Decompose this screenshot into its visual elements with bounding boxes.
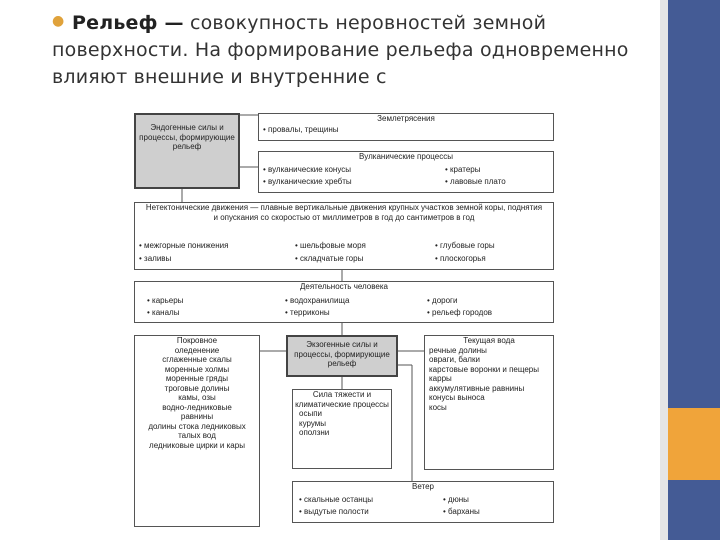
definition: совокупность неровностей земной поверхности. На формирование рельефа одновременно влияют внешние и внутренние с bbox=[52, 12, 629, 88]
glaciation-item: троговые долины bbox=[164, 383, 230, 393]
gravity-title: Сила тяжести и климатические процессы bbox=[295, 390, 389, 409]
human-item: • терриконы bbox=[285, 308, 330, 318]
wind-item: • выдутые полости bbox=[299, 507, 369, 517]
glaciation-title: Покровное оледенение bbox=[174, 336, 220, 355]
endogenous-label: Эндогенные силы и процессы, формирующие рельеф bbox=[139, 123, 235, 151]
nontectonic-item: • складчатые горы bbox=[295, 254, 363, 264]
volcanic-item: • вулканические хребты bbox=[263, 177, 352, 187]
glaciation-item: сглаженные скалы bbox=[162, 355, 232, 364]
nontectonic-item: • плоскогорья bbox=[435, 254, 486, 264]
nontectonic-item: • глубовые горы bbox=[435, 241, 495, 251]
wind-item: • барханы bbox=[443, 507, 480, 517]
glaciation-box bbox=[134, 335, 260, 527]
endogenous-box bbox=[134, 113, 240, 189]
wind-item: • дюны bbox=[443, 495, 469, 505]
gravity-item: курумы bbox=[299, 418, 327, 428]
wind-title: Ветер bbox=[412, 482, 434, 491]
water-title: Текущая вода bbox=[463, 336, 515, 345]
nontectonic-box bbox=[134, 202, 554, 270]
human-item: • рельеф городов bbox=[427, 308, 492, 318]
exogenous-label: Экзогенные силы и процессы, формирующие рельеф bbox=[294, 340, 390, 368]
nontectonic-item: • заливы bbox=[139, 254, 171, 264]
glaciation-item: водно-ледниковые равнины bbox=[162, 402, 232, 421]
glaciation-item: камы, озы bbox=[178, 393, 216, 402]
volcanic-box bbox=[258, 151, 554, 193]
gravity-item: осыпи bbox=[299, 409, 322, 418]
bullet-icon: ● bbox=[52, 13, 65, 29]
human-box bbox=[134, 281, 554, 323]
water-item: овраги, балки bbox=[429, 355, 480, 364]
term: Рельеф — bbox=[72, 12, 184, 34]
water-item: карстовые воронки и пещеры bbox=[429, 364, 539, 374]
gravity-item: оползни bbox=[299, 428, 330, 437]
volcanic-item: • лавовые плато bbox=[445, 177, 506, 187]
water-item: конусы выноса bbox=[429, 393, 485, 402]
glaciation-item: моренные холмы bbox=[164, 364, 230, 374]
human-item: • дороги bbox=[427, 296, 457, 306]
water-item: аккумулятивные равнины bbox=[429, 383, 525, 393]
earthquakes-box bbox=[258, 113, 554, 141]
glaciation-item: моренные гряды bbox=[165, 374, 229, 383]
water-item: карры bbox=[429, 374, 452, 383]
wind-item: • скальные останцы bbox=[299, 495, 373, 505]
relief-diagram bbox=[82, 95, 600, 535]
slide-paragraph bbox=[52, 10, 652, 91]
volcanic-item: • кратеры bbox=[445, 165, 480, 175]
human-item: • каналы bbox=[147, 308, 179, 318]
side-decor-orange bbox=[668, 408, 720, 480]
glaciation-item: ледниковые цирки и кары bbox=[149, 440, 245, 450]
human-item: • водохранилища bbox=[285, 296, 349, 306]
water-item: косы bbox=[429, 402, 447, 412]
human-item: • карьеры bbox=[147, 296, 183, 306]
nontectonic-item: • межгорные понижения bbox=[139, 241, 228, 251]
glaciation-list bbox=[135, 355, 259, 450]
nontectonic-title: Нетектонические движения — плавные вертикальные движения крупных участков земной коры, поднятия и опускания со скоростью от миллиметров в год до сантиметров в год bbox=[145, 203, 543, 222]
earthquakes-title: Землетрясения bbox=[377, 114, 435, 123]
water-box bbox=[424, 335, 554, 470]
gravity-box bbox=[292, 389, 392, 469]
nontectonic-item: • шельфовые моря bbox=[295, 241, 366, 251]
human-title: Деятельность человека bbox=[299, 282, 388, 291]
water-item: речные долины bbox=[429, 345, 487, 355]
exogenous-box bbox=[286, 335, 398, 377]
volcanic-title: Вулканические процессы bbox=[359, 152, 453, 161]
wind-box bbox=[292, 481, 554, 523]
volcanic-item: • вулканические конусы bbox=[263, 165, 351, 175]
earthquakes-item: • провалы, трещины bbox=[263, 125, 339, 135]
glaciation-item: долины стока ледниковых талых вод bbox=[148, 421, 246, 440]
